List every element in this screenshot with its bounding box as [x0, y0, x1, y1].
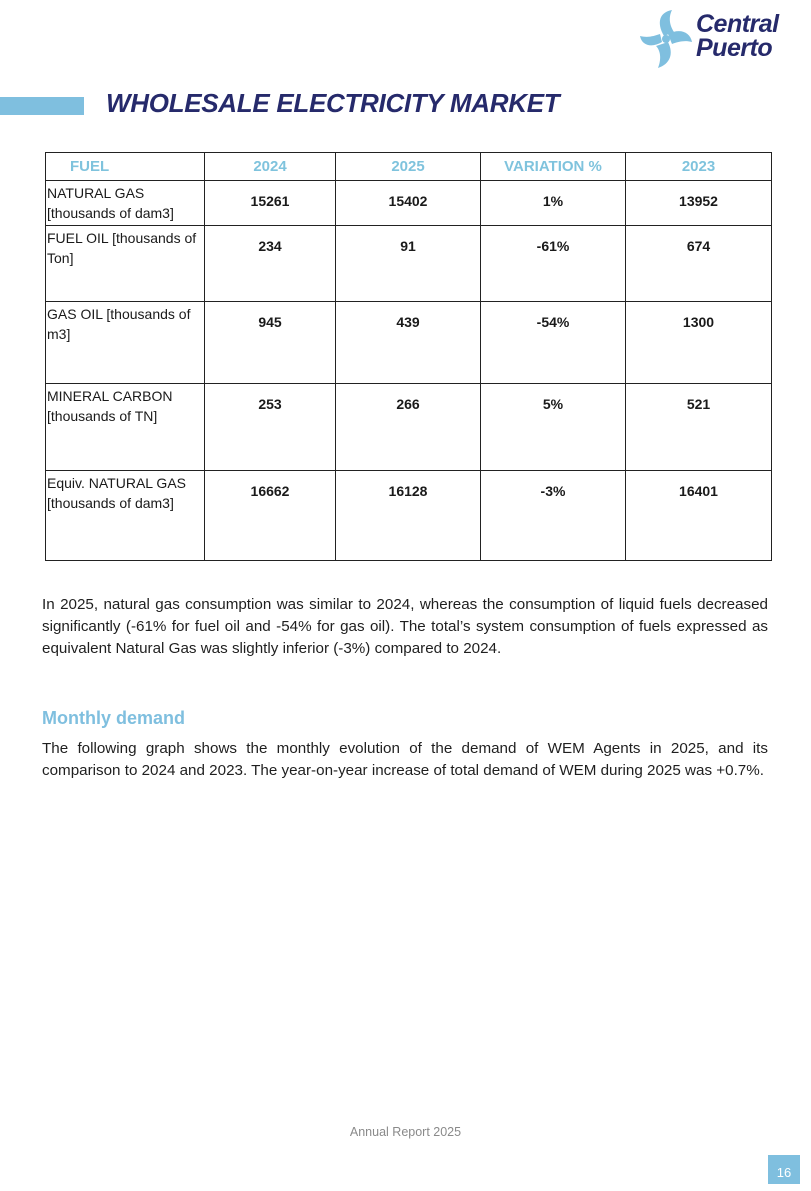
value-2023-cell: 521 — [626, 384, 772, 471]
footer-text: Annual Report 2025 — [349, 1125, 462, 1139]
table-row — [46, 471, 772, 561]
consumption-summary-paragraph: In 2025, natural gas consumption was similar to 2024, whereas the consumption of liquid fuels decreased significantly (-61% for fuel oil and -54% for gas oil). The total’s system consumption of fuels expressed as equivalent Natural Gas was slightly inferior (-3%) compared to 2024. — [42, 596, 768, 657]
table-row — [46, 226, 772, 302]
value-2024-cell: 234 — [205, 226, 336, 302]
value-2025-cell: 15402 — [336, 181, 481, 226]
column-header: 2024 — [205, 153, 336, 181]
variation-cell: -61% — [481, 226, 626, 302]
title-accent-bar — [0, 97, 84, 115]
value-2023-cell: 674 — [626, 226, 772, 302]
value-2024-cell: 253 — [205, 384, 336, 471]
value-2025-cell: 16128 — [336, 471, 481, 561]
page-title: WHOLESALE ELECTRICITY MARKET — [106, 88, 560, 118]
fuel-consumption-table — [45, 152, 772, 561]
section-heading: Monthly demand — [42, 708, 185, 728]
variation-cell: -54% — [481, 302, 626, 384]
page-number: 16 — [768, 1155, 800, 1184]
brand-name-line1: Central — [696, 10, 779, 38]
demand-paragraph: The following graph shows the monthly evolution of the demand of WEM Agents in 2025, and its comparison to 2024 and 2023. The year-on-year increase of total demand of WEM during 2025 was +0.7%. — [42, 740, 768, 779]
column-header: 2025 — [336, 153, 481, 181]
table-row — [46, 384, 772, 471]
brand-logo — [638, 6, 804, 72]
table-row — [46, 181, 772, 226]
variation-cell: -3% — [481, 471, 626, 561]
table-row — [46, 302, 772, 384]
column-header: FUEL — [46, 153, 205, 181]
fuel-name-cell: MINERAL CARBON [thousands of TN] — [46, 384, 205, 471]
pinwheel-icon — [638, 8, 694, 70]
value-2024-cell: 16662 — [205, 471, 336, 561]
value-2024-cell: 945 — [205, 302, 336, 384]
table-header-row — [46, 153, 772, 181]
brand-name-line2: Puerto — [696, 34, 773, 62]
column-header: 2023 — [626, 153, 772, 181]
fuel-name-cell: NATURAL GAS [thousands of dam3] — [46, 181, 205, 226]
variation-cell: 1% — [481, 181, 626, 226]
value-2023-cell: 16401 — [626, 471, 772, 561]
brand-name — [696, 12, 779, 60]
fuel-name-cell: FUEL OIL [thousands of Ton] — [46, 226, 205, 302]
fuel-name-cell: GAS OIL [thousands of m3] — [46, 302, 205, 384]
value-2024-cell: 15261 — [205, 181, 336, 226]
value-2023-cell: 13952 — [626, 181, 772, 226]
variation-cell: 5% — [481, 384, 626, 471]
fuel-name-cell: Equiv. NATURAL GAS [thousands of dam3] — [46, 471, 205, 561]
column-header: VARIATION % — [481, 153, 626, 181]
value-2025-cell: 439 — [336, 302, 481, 384]
value-2025-cell: 91 — [336, 226, 481, 302]
value-2023-cell: 1300 — [626, 302, 772, 384]
value-2025-cell: 266 — [336, 384, 481, 471]
